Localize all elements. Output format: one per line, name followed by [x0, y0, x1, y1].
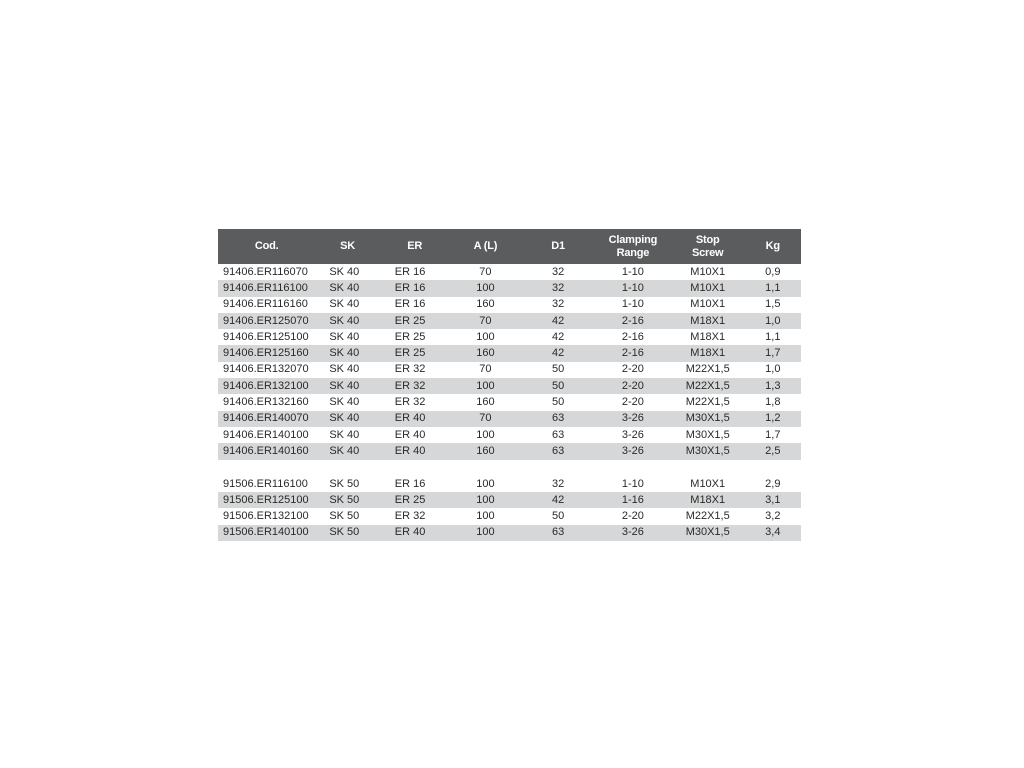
header-a-l: A (L) — [450, 229, 522, 264]
table-row — [218, 329, 801, 345]
cell-d1: 32 — [552, 298, 565, 311]
cell-sk: SK 40 — [329, 396, 360, 409]
cell-a-l: 160 — [450, 443, 522, 459]
cell-clamping-range: 1-16 — [595, 492, 671, 508]
cell-kg: 2,5 — [745, 443, 801, 459]
cell-kg: 3,4 — [745, 525, 801, 541]
header-sk: SK — [315, 229, 375, 264]
cell-sk: SK 40 — [315, 378, 375, 394]
cell-d1: 42 — [521, 345, 595, 361]
cell-kg: 3,2 — [765, 510, 781, 523]
cell-cod: 91406.ER125070 — [218, 313, 315, 329]
cell-sk: SK 40 — [315, 345, 375, 361]
cell-a-l: 100 — [450, 492, 522, 508]
group-spacer-row — [218, 460, 801, 476]
cell-er: ER 16 — [394, 265, 426, 278]
cell-a-l: 160 — [476, 298, 495, 311]
cell-cod: 91406.ER140100 — [223, 428, 309, 441]
cell-stop-screw: M10X1 — [690, 265, 726, 278]
cell-d1: 50 — [552, 510, 565, 523]
cell-cod: 91406.ER132160 — [223, 396, 309, 409]
table-row — [218, 297, 801, 313]
cell-stop-screw: M30X1,5 — [671, 411, 745, 427]
table-header — [218, 229, 801, 264]
table-row — [218, 492, 801, 508]
table-row — [218, 264, 801, 280]
table-row — [218, 378, 801, 394]
cell-a-l: 100 — [476, 428, 495, 441]
cell-kg: 1,2 — [745, 411, 801, 427]
cell-stop-screw: M30X1,5 — [671, 525, 745, 541]
cell-sk: SK 50 — [329, 510, 360, 523]
cell-stop-screw: M30X1,5 — [671, 443, 745, 459]
cell-kg: 1,8 — [765, 396, 781, 409]
table-row — [218, 345, 801, 361]
cell-er: ER 16 — [394, 298, 426, 311]
cell-stop-screw: M18X1 — [671, 313, 745, 329]
cell-a-l: 160 — [476, 396, 495, 409]
cell-a-l: 70 — [450, 313, 522, 329]
table-row — [218, 280, 801, 296]
cell-kg: 1,5 — [765, 298, 781, 311]
cell-sk: SK 40 — [315, 443, 375, 459]
cell-sk: SK 40 — [329, 298, 360, 311]
cell-sk: SK 50 — [329, 477, 360, 490]
cell-cod: 91406.ER132070 — [223, 363, 309, 376]
cell-kg: 1,3 — [745, 378, 801, 394]
cell-a-l: 70 — [479, 363, 492, 376]
cell-sk: SK 40 — [329, 363, 360, 376]
cell-er: ER 32 — [376, 378, 450, 394]
cell-sk: SK 40 — [329, 428, 360, 441]
cell-d1: 63 — [552, 428, 565, 441]
cell-clamping-range: 3-26 — [595, 525, 671, 541]
cell-er: ER 16 — [376, 280, 450, 296]
cell-a-l: 70 — [450, 411, 522, 427]
cell-cod: 91406.ER125100 — [223, 330, 309, 343]
cell-cod: 91406.ER116100 — [218, 280, 315, 296]
table-row — [218, 476, 801, 492]
cell-cod: 91406.ER116160 — [223, 298, 308, 311]
cell-clamping-range: 3-26 — [621, 428, 644, 441]
table-row — [218, 394, 801, 410]
cell-a-l: 70 — [479, 265, 492, 278]
cell-cod: 91406.ER116070 — [223, 265, 308, 278]
cell-clamping-range: 1-10 — [621, 265, 644, 278]
cell-cod: 91406.ER125160 — [218, 345, 315, 361]
header-stop-line2: Screw — [692, 246, 724, 259]
cell-kg: 0,9 — [765, 265, 781, 278]
cell-kg: 1,1 — [765, 330, 781, 343]
cell-d1: 42 — [521, 492, 595, 508]
cell-sk: SK 50 — [315, 492, 375, 508]
cell-stop-screw: M18X1 — [671, 492, 745, 508]
header-cod: Cod. — [218, 229, 315, 264]
cell-sk: SK 40 — [329, 265, 360, 278]
cell-d1: 42 — [521, 313, 595, 329]
header-stop-screw — [671, 229, 745, 264]
cell-d1: 32 — [552, 477, 565, 490]
cell-er: ER 40 — [376, 411, 450, 427]
cell-clamping-range: 1-10 — [595, 280, 671, 296]
spec-table — [218, 229, 801, 541]
cell-clamping-range: 1-10 — [621, 298, 644, 311]
cell-er: ER 32 — [394, 510, 426, 523]
cell-cod: 91506.ER140100 — [218, 525, 315, 541]
group-spacer-cell — [218, 460, 801, 476]
cell-cod: 91406.ER132100 — [218, 378, 315, 394]
cell-clamping-range: 2-20 — [621, 363, 644, 376]
header-clamping-range — [595, 229, 671, 264]
cell-a-l: 100 — [450, 525, 522, 541]
cell-d1: 63 — [521, 411, 595, 427]
cell-cod: 91506.ER125100 — [218, 492, 315, 508]
table-row — [218, 508, 801, 524]
cell-a-l: 100 — [476, 510, 495, 523]
cell-stop-screw: M10X1 — [671, 280, 745, 296]
cell-er: ER 25 — [394, 330, 426, 343]
header-clamping-line1: Clamping — [608, 233, 658, 246]
cell-kg: 2,9 — [765, 477, 781, 490]
cell-sk: SK 40 — [315, 280, 375, 296]
cell-d1: 32 — [552, 265, 565, 278]
cell-a-l: 160 — [450, 345, 522, 361]
table-body — [218, 264, 801, 541]
table-row — [218, 362, 801, 378]
cell-er: ER 32 — [394, 363, 426, 376]
cell-d1: 63 — [521, 443, 595, 459]
cell-er: ER 25 — [376, 345, 450, 361]
cell-stop-screw: M22X1,5 — [685, 396, 730, 409]
cell-a-l: 100 — [450, 280, 522, 296]
cell-sk: SK 40 — [329, 330, 360, 343]
header-clamping-line2: Range — [616, 246, 650, 259]
header-d1: D1 — [521, 229, 595, 264]
cell-er: ER 40 — [394, 428, 426, 441]
cell-stop-screw: M10X1 — [690, 298, 726, 311]
cell-stop-screw: M18X1 — [671, 345, 745, 361]
cell-cod: 91406.ER140160 — [218, 443, 315, 459]
table-row — [218, 411, 801, 427]
cell-clamping-range: 2-20 — [621, 396, 644, 409]
cell-stop-screw: M22X1,5 — [685, 510, 730, 523]
cell-clamping-range: 3-26 — [595, 443, 671, 459]
cell-d1: 50 — [552, 396, 565, 409]
cell-d1: 50 — [552, 363, 565, 376]
cell-d1: 42 — [552, 330, 565, 343]
cell-clamping-range: 2-20 — [621, 510, 644, 523]
cell-er: ER 25 — [376, 492, 450, 508]
cell-er: ER 40 — [376, 525, 450, 541]
cell-clamping-range: 2-16 — [595, 345, 671, 361]
header-row — [218, 229, 801, 264]
cell-d1: 50 — [521, 378, 595, 394]
cell-stop-screw: M18X1 — [690, 330, 726, 343]
cell-clamping-range: 3-26 — [595, 411, 671, 427]
cell-er: ER 25 — [376, 313, 450, 329]
cell-stop-screw: M30X1,5 — [685, 428, 730, 441]
header-stop-line1: Stop — [695, 233, 720, 246]
cell-d1: 63 — [521, 525, 595, 541]
cell-cod: 91506.ER132100 — [223, 510, 309, 523]
cell-clamping-range: 2-16 — [595, 313, 671, 329]
cell-d1: 32 — [521, 280, 595, 296]
cell-cod: 91506.ER116100 — [223, 477, 308, 490]
cell-kg: 1,0 — [745, 313, 801, 329]
cell-stop-screw: M22X1,5 — [671, 378, 745, 394]
cell-cod: 91406.ER140070 — [218, 411, 315, 427]
cell-stop-screw: M10X1 — [690, 477, 726, 490]
cell-clamping-range: 2-20 — [595, 378, 671, 394]
cell-sk: SK 50 — [315, 525, 375, 541]
cell-kg: 1,7 — [765, 428, 781, 441]
cell-sk: SK 40 — [315, 411, 375, 427]
header-er: ER — [376, 229, 450, 264]
cell-a-l: 100 — [450, 378, 522, 394]
table-row — [218, 525, 801, 541]
cell-kg: 1,1 — [745, 280, 801, 296]
cell-a-l: 100 — [476, 330, 495, 343]
cell-stop-screw: M22X1,5 — [685, 363, 730, 376]
cell-er: ER 32 — [394, 396, 426, 409]
cell-er: ER 16 — [394, 477, 426, 490]
table-row — [218, 313, 801, 329]
cell-a-l: 100 — [476, 477, 495, 490]
cell-clamping-range: 1-10 — [621, 477, 644, 490]
cell-kg: 1,0 — [765, 363, 781, 376]
table-row — [218, 443, 801, 459]
table-row — [218, 427, 801, 443]
cell-kg: 3,1 — [745, 492, 801, 508]
cell-kg: 1,7 — [745, 345, 801, 361]
cell-clamping-range: 2-16 — [621, 330, 644, 343]
header-kg: Kg — [745, 229, 801, 264]
cell-sk: SK 40 — [315, 313, 375, 329]
cell-er: ER 40 — [376, 443, 450, 459]
